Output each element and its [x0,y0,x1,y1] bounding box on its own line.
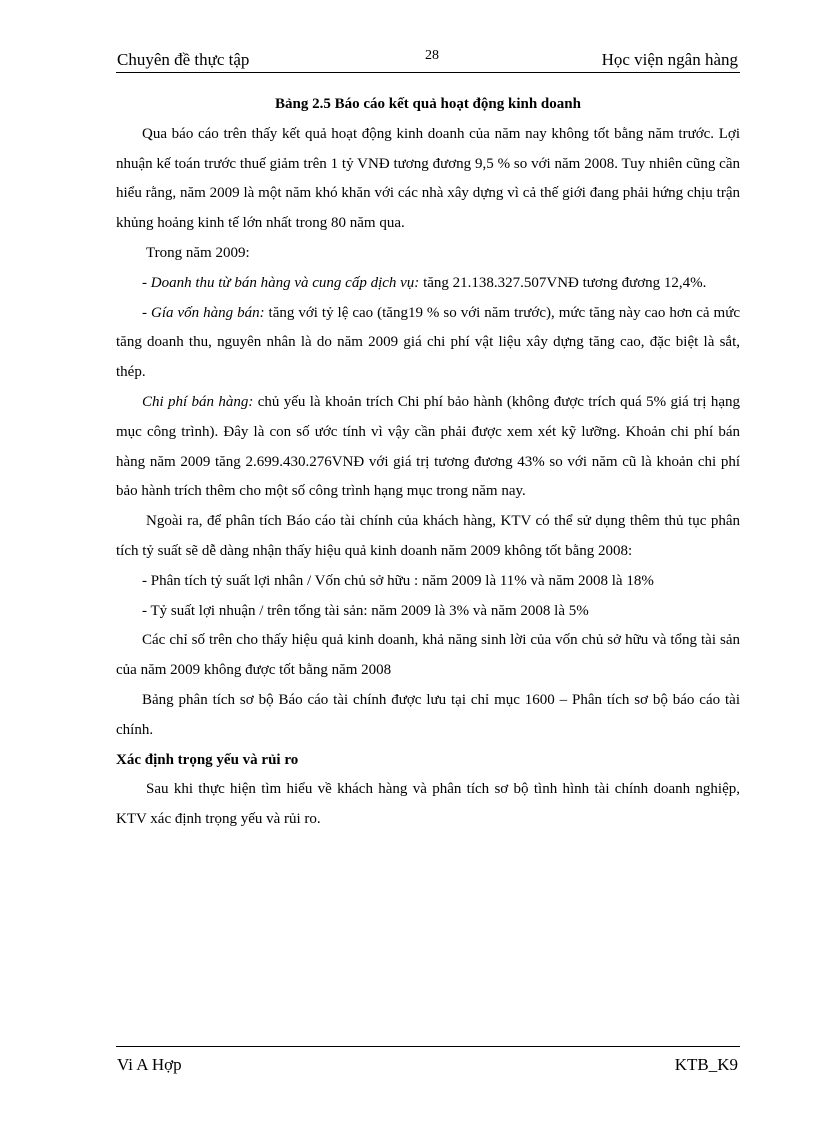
paragraph-selling-expense [116,388,740,507]
paragraph-year-intro: Trong năm 2009: [146,244,250,261]
paragraph-ratio-analysis: Ngoài ra, để phân tích Báo cáo tài chính của khách hàng, KTV có thể sử dụng thêm thủ tục phân tích tỷ suất sẽ dễ dàng nhận thấy hiệu quả kinh doanh năm 2009 không tốt bằng 2008: [116,513,740,559]
selling-expense-text: chủ yếu là khoản trích Chi phí bảo hành (không được trích quá 5% giá trị hạng mục công trình). Đây là con số ước tính vì vậy cần phải được xem xét kỹ lưỡng. Khoản chi phí bán hàng năm 2009 tăng 2.699.430.276VNĐ với giá trị tương đương 43% so với năm cũ là khoản chi phí bảo hành trích thêm cho một số công trình hạng mục trong năm nay. [116,393,740,500]
cost-of-goods-term: Gía vốn hàng bán: [150,304,265,321]
paragraph-conclusion: Các chỉ số trên cho thấy hiệu quả kinh doanh, khả năng sinh lời của vốn chủ sở hữu và tổng tài sản của năm 2009 không được tốt bằng năm 2008 [116,632,740,679]
revenue-text: tăng 21.138.327.507VNĐ tương đương 12,4%. [419,274,707,291]
page-content [116,90,740,835]
page-header [116,50,740,73]
paragraph-roe: - Phân tích tỷ suất lợi nhân / Vốn chủ sở hữu : năm 2009 là 11% và năm 2008 là 18% [142,572,654,589]
paragraph-reference: Bảng phân tích sơ bộ Báo cáo tài chính được lưu tại chỉ mục 1600 – Phân tích sơ bộ báo cáo tài chính. [116,691,740,738]
paragraph-revenue [116,269,740,299]
bullet-dash: - [142,274,151,291]
footer-class-code: KTB_K9 [674,1055,738,1074]
bullet-dash: - [142,304,151,321]
header-institution: Học viện ngân hàng [601,50,738,69]
page-footer [116,1046,740,1077]
revenue-term: Doanh thu từ bán hàng và cung cấp dịch vụ: [150,274,420,291]
cost-of-goods-text: tăng với tỷ lệ cao (tăng19 % so với năm trước), mức tăng này cao hơn cả mức tăng doanh thu, nguyên nhân là do năm 2009 giá chi phí vật liệu xây dựng tăng cao, đặc biệt là sắt, thép. [116,304,740,381]
table-caption: Bảng 2.5 Báo cáo kết quả hoạt động kinh doanh [275,96,581,112]
paragraph-materiality: Sau khi thực hiện tìm hiểu về khách hàng và phân tích sơ bộ tình hình tài chính doanh nghiệp, KTV xác định trọng yếu và rủi ro. [116,781,740,828]
selling-expense-term: Chi phí bán hàng: [142,393,254,410]
paragraph-cost-of-goods [116,299,740,388]
paragraph-summary: Qua báo cáo trên thấy kết quả hoạt động kinh doanh của năm nay không tốt bằng năm trước. Lợi nhuận kế toán trước thuế giảm trên 1 tỷ VNĐ tương đương 9,5 % so với năm 2008. Tuy nhiên cũng cần hiểu rằng, năm 2009 là một năm khó khăn với các nhà xây dựng vì cả thế giới đang phải hứng chịu trận khủng hoảng kinh tế lớn nhất trong 80 năm qua. [116,125,740,232]
footer-author: Vi A Hợp [117,1055,182,1074]
header-document-type: Chuyên đề thực tập [117,50,250,69]
page-number: 28 [425,48,439,63]
section-heading: Xác định trọng yếu và rủi ro [116,751,299,768]
paragraph-roa: - Tỷ suất lợi nhuận / trên tổng tài sản: năm 2009 là 3% và năm 2008 là 5% [142,602,589,619]
